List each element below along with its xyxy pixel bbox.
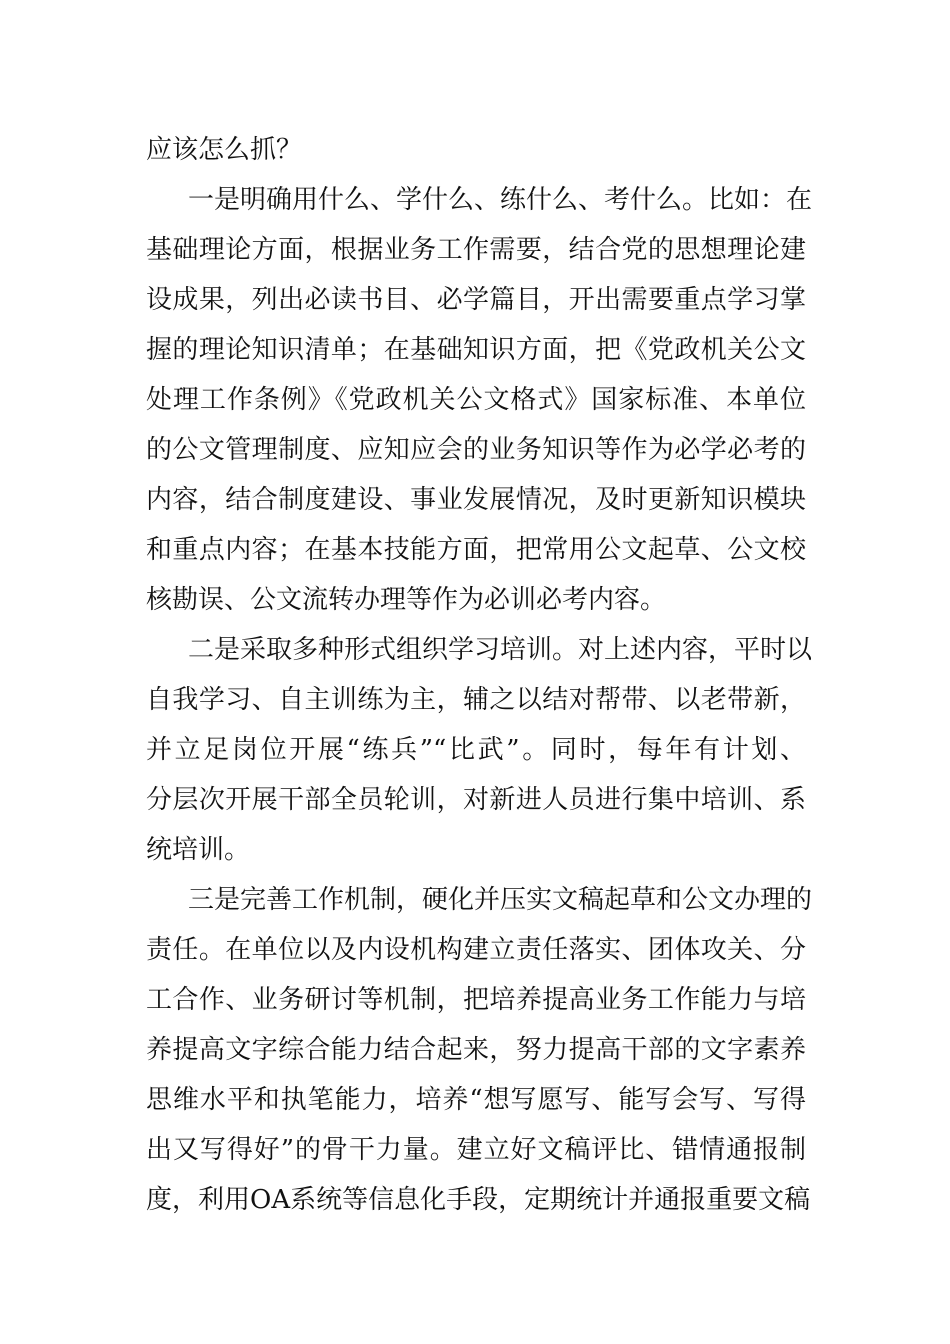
paragraph-2-first-line: 二是采取多种形式组织学习培训。对上述内容，平时以 [188, 635, 813, 665]
paragraph-1-line: 握的理论知识清单；在基础知识方面，把《党政机关公文 [146, 335, 806, 365]
paragraph-3-line: 工合作、业务研讨等机制，把培养提高业务工作能力与培 [146, 985, 806, 1015]
paragraph-3-line: 责任。在单位以及内设机构建立责任落实、团体攻关、分 [146, 935, 806, 965]
paragraph-3-line: 度，利用OA系统等信息化手段，定期统计并通报重要文稿 [146, 1185, 811, 1215]
paragraph-2-last-line: 统培训。 [146, 835, 251, 865]
paragraph-2-line: 并立足岗位开展“练兵”“比武”。同时，每年有计划、 [146, 735, 806, 765]
paragraph-1-line: 的公文管理制度、应知应会的业务知识等作为必学必考的 [146, 435, 806, 465]
paragraph-2-line: 自我学习、自主训练为主，辅之以结对帮带、以老带新， [146, 685, 806, 715]
paragraph-3-line: 出又写得好”的骨干力量。建立好文稿评比、错情通报制 [146, 1135, 806, 1165]
paragraph-3-first-line: 三是完善工作机制，硬化并压实文稿起草和公文办理的 [188, 885, 813, 915]
text-line-question: 应该怎么抓？ [146, 135, 303, 165]
paragraph-3-line: 养提高文字综合能力结合起来，努力提高干部的文字素养 [146, 1035, 806, 1065]
paragraph-2-line: 分层次开展干部全员轮训，对新进人员进行集中培训、系 [146, 785, 806, 815]
paragraph-1-first-line: 一是明确用什么、学什么、练什么、考什么。比如：在 [188, 185, 813, 215]
paragraph-1-line: 基础理论方面，根据业务工作需要，结合党的思想理论建 [146, 235, 806, 265]
paragraph-1-line: 内容，结合制度建设、事业发展情况，及时更新知识模块 [146, 485, 806, 515]
paragraph-1-line: 和重点内容；在基本技能方面，把常用公文起草、公文校 [146, 535, 806, 565]
paragraph-1-last-line: 核勘误、公文流转办理等作为必训必考内容。 [146, 585, 667, 615]
paragraph-1-line: 处理工作条例》《党政机关公文格式》国家标准、本单位 [146, 385, 806, 415]
paragraph-3-line: 思维水平和执笔能力，培养“想写愿写、能写会写、写得 [146, 1085, 806, 1115]
paragraph-1-line: 设成果，列出必读书目、必学篇目，开出需要重点学习掌 [146, 285, 806, 315]
